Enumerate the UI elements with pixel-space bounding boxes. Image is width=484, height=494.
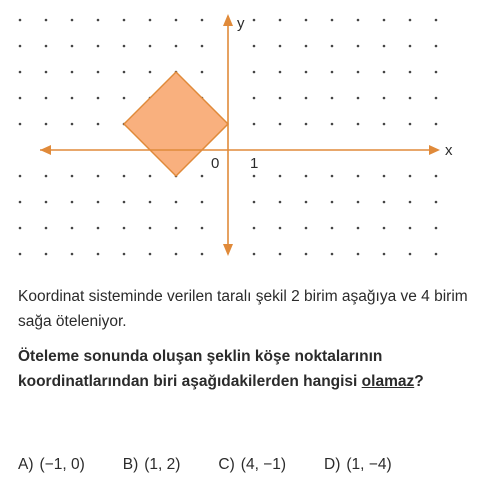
grid-dot: [305, 19, 308, 22]
grid-dot: [357, 71, 360, 74]
grid-dot: [357, 19, 360, 22]
grid-dot: [409, 71, 412, 74]
grid-dot: [19, 123, 22, 126]
grid-dot: [201, 175, 204, 178]
grid-dot: [435, 201, 438, 204]
grid-dot: [71, 97, 74, 100]
grid-dot: [201, 19, 204, 22]
grid-dot: [71, 253, 74, 256]
grid-dot: [253, 227, 256, 230]
grid-dot: [149, 227, 152, 230]
grid-dot: [435, 19, 438, 22]
grid-dot: [331, 253, 334, 256]
grid-dot: [201, 45, 204, 48]
grid-dot: [383, 123, 386, 126]
grid-dot: [201, 253, 204, 256]
grid-dot: [357, 175, 360, 178]
grid-dot: [383, 227, 386, 230]
grid-dot: [97, 45, 100, 48]
grid-dot: [123, 45, 126, 48]
grid-dot: [383, 71, 386, 74]
grid-dot: [435, 45, 438, 48]
grid-dot: [279, 201, 282, 204]
grid-dot: [383, 201, 386, 204]
grid-dot: [123, 253, 126, 256]
answer-options: [18, 456, 430, 474]
problem-statement: Koordinat sisteminde verilen taralı şekil 2 birim aşağıya ve 4 birim sağa öteleniyor.: [18, 288, 468, 330]
grid-dot: [357, 253, 360, 256]
grid-dot: [201, 71, 204, 74]
grid-dot: [279, 71, 282, 74]
option-d[interactable]: [324, 456, 392, 474]
y-axis-label: y: [237, 15, 245, 32]
grid-dot: [71, 19, 74, 22]
grid-dot: [201, 227, 204, 230]
grid-dot: [357, 45, 360, 48]
grid-dot: [19, 45, 22, 48]
grid-dot: [45, 19, 48, 22]
grid-dot: [19, 19, 22, 22]
grid-dot: [71, 123, 74, 126]
grid-dot: [409, 253, 412, 256]
grid-dot: [45, 175, 48, 178]
grid-dot: [279, 97, 282, 100]
grid-dot: [253, 123, 256, 126]
grid-dot: [45, 97, 48, 100]
grid-dot: [45, 201, 48, 204]
grid-dot: [149, 71, 152, 74]
grid-dot: [123, 97, 126, 100]
grid-dot: [97, 227, 100, 230]
grid-dot: [253, 253, 256, 256]
grid-dot: [253, 97, 256, 100]
grid-dot: [331, 19, 334, 22]
grid-dot: [279, 227, 282, 230]
grid-dot: [19, 227, 22, 230]
option-a[interactable]: [18, 456, 85, 474]
grid-dot: [19, 253, 22, 256]
grid-dot: [331, 227, 334, 230]
grid-dot: [435, 97, 438, 100]
option-a-value: (−1, 0): [39, 456, 85, 473]
grid-dot: [97, 175, 100, 178]
grid-dot: [97, 201, 100, 204]
option-c[interactable]: [218, 456, 286, 474]
grid-dot: [71, 71, 74, 74]
grid-dot: [123, 227, 126, 230]
grid-dot: [383, 253, 386, 256]
grid-dot: [97, 97, 100, 100]
grid-dot: [175, 45, 178, 48]
grid-dot: [409, 201, 412, 204]
grid-dot: [45, 45, 48, 48]
grid-dot: [383, 45, 386, 48]
grid-dot: [383, 175, 386, 178]
grid-dot: [435, 175, 438, 178]
grid-dot: [71, 175, 74, 178]
option-a-letter: A): [18, 456, 34, 473]
grid-dot: [435, 123, 438, 126]
grid-dot: [175, 19, 178, 22]
grid-dot: [45, 227, 48, 230]
x-axis-label: x: [445, 142, 453, 159]
grid-dot: [357, 201, 360, 204]
grid-dot: [97, 71, 100, 74]
grid-dot: [383, 97, 386, 100]
grid-dot: [253, 71, 256, 74]
y-axis: [223, 14, 233, 256]
x-axis-arrow-right-icon: [429, 145, 440, 155]
grid-dot: [71, 45, 74, 48]
grid-dot: [149, 45, 152, 48]
grid-dot: [357, 97, 360, 100]
grid-dot: [357, 227, 360, 230]
grid-dot: [331, 123, 334, 126]
grid-dot: [253, 45, 256, 48]
grid-dot: [149, 201, 152, 204]
option-d-value: (1, −4): [346, 456, 392, 473]
grid-dot: [331, 201, 334, 204]
grid-dot: [383, 19, 386, 22]
origin-label: 0: [211, 155, 220, 172]
question-end-mark: ?: [414, 373, 424, 390]
x-axis: [40, 145, 440, 155]
grid-dot: [279, 19, 282, 22]
option-b-letter: B): [122, 456, 139, 473]
grid-dot: [409, 227, 412, 230]
option-d-letter: D): [324, 456, 341, 473]
grid-dot: [305, 123, 308, 126]
grid-dot: [97, 19, 100, 22]
grid-dot: [409, 175, 412, 178]
grid-dot: [19, 201, 22, 204]
grid-dot: [253, 175, 256, 178]
grid-dot: [305, 71, 308, 74]
grid-dot: [71, 201, 74, 204]
grid-dot: [19, 97, 22, 100]
option-c-letter: C): [218, 456, 235, 473]
grid-dot: [19, 71, 22, 74]
grid-dot: [331, 45, 334, 48]
grid-dot: [331, 97, 334, 100]
y-axis-arrow-up-icon: [223, 14, 233, 26]
grid-dot: [45, 253, 48, 256]
grid-dot: [97, 253, 100, 256]
grid-dot: [19, 175, 22, 178]
grid-dot: [97, 123, 100, 126]
question-main-text: Öteleme sonunda oluşan şeklin köşe noktalarının koordinatlarından biri aşağıdakilerden hangisi: [18, 348, 383, 390]
question-underlined-word: olamaz: [361, 373, 415, 390]
grid-dot: [331, 175, 334, 178]
grid-dot: [123, 71, 126, 74]
grid-dot: [305, 227, 308, 230]
grid-dot: [253, 19, 256, 22]
grid-dot: [305, 253, 308, 256]
grid-dot: [253, 201, 256, 204]
grid-dot: [149, 175, 152, 178]
grid-dot: [409, 123, 412, 126]
grid-dot: [279, 45, 282, 48]
grid-dot: [175, 253, 178, 256]
grid-dot: [409, 45, 412, 48]
grid-dot: [331, 71, 334, 74]
y-axis-arrow-down-icon: [223, 244, 233, 256]
grid-dot: [175, 201, 178, 204]
grid-dot: [45, 71, 48, 74]
option-c-value: (4, −1): [240, 456, 287, 473]
grid-dot: [305, 45, 308, 48]
grid-dot: [435, 71, 438, 74]
grid-dot: [123, 175, 126, 178]
grid-dot: [279, 175, 282, 178]
grid-dot: [123, 19, 126, 22]
grid-dot: [409, 97, 412, 100]
grid-dot: [175, 227, 178, 230]
grid-dot: [409, 19, 412, 22]
grid-dot: [149, 253, 152, 256]
grid-dot: [435, 227, 438, 230]
grid-dot: [45, 123, 48, 126]
x-axis-arrow-left-icon: [40, 145, 51, 155]
grid-dot: [279, 123, 282, 126]
grid-dot: [123, 201, 126, 204]
grid-dot: [279, 253, 282, 256]
grid-dot: [305, 201, 308, 204]
option-b[interactable]: [123, 456, 181, 474]
grid-dot: [149, 19, 152, 22]
grid-dot: [357, 123, 360, 126]
grid-dot: [201, 201, 204, 204]
problem-question: [18, 344, 470, 394]
grid-dot: [305, 175, 308, 178]
grid-dot: [71, 227, 74, 230]
option-b-value: (1, 2): [144, 456, 181, 473]
grid-dot: [435, 253, 438, 256]
unit-tick-label: 1: [250, 155, 259, 172]
grid-dot: [305, 97, 308, 100]
